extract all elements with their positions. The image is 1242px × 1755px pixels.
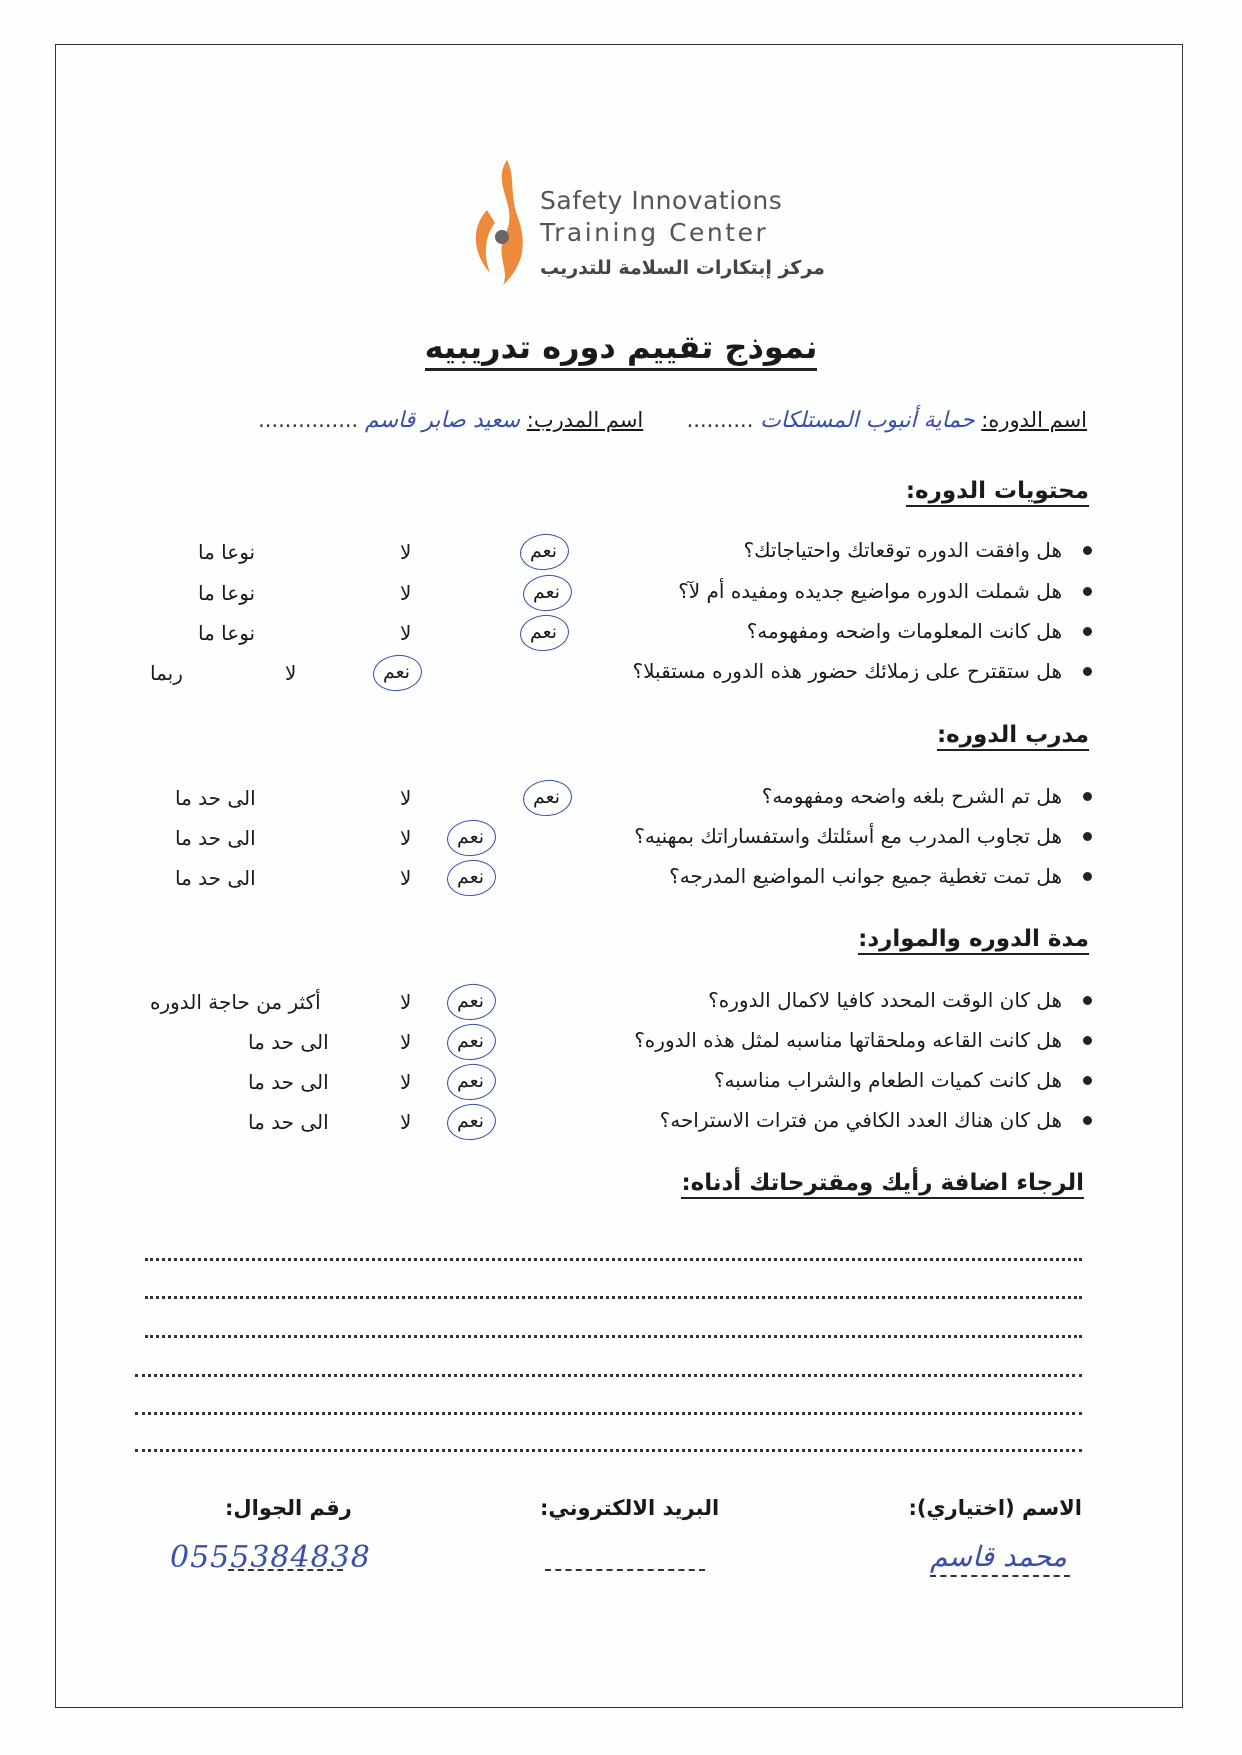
question-text: هل كان هناك العدد الكافي من فترات الاستراحه؟ xyxy=(659,1108,1062,1132)
comment-line[interactable] xyxy=(145,1294,1082,1299)
page-title-text: نموذج تقييم دوره تدريبيه xyxy=(425,328,818,371)
bullet-icon xyxy=(1083,667,1092,676)
question-text: هل كانت كميات الطعام والشراب مناسبه؟ xyxy=(713,1068,1062,1092)
question-row xyxy=(622,864,1092,894)
section-heading-text: مدرب الدوره: xyxy=(937,722,1089,751)
option-yes-selected[interactable]: نعم xyxy=(457,1070,485,1092)
question-row xyxy=(692,538,1092,568)
section-heading-duration xyxy=(858,926,1089,952)
question-row xyxy=(672,988,1092,1018)
section-heading-text: مدة الدوره والموارد: xyxy=(858,926,1089,955)
trainer-dots: ............... xyxy=(258,408,359,432)
option-no[interactable]: لا xyxy=(400,990,412,1014)
course-name-label: اسم الدوره: xyxy=(981,408,1087,432)
question-text: هل كان الوقت المحدد كافيا لاكمال الدوره؟ xyxy=(708,988,1062,1012)
option-yes-selected[interactable]: نعم xyxy=(457,826,485,848)
option-no[interactable]: لا xyxy=(400,540,412,564)
option-yes-selected[interactable]: نعم xyxy=(457,990,485,1012)
logo-text-ar: مركز إبتكارات السلامة للتدريب xyxy=(540,257,825,279)
question-text: هل شملت الدوره مواضيع جديده ومفيده أم لآ؟ xyxy=(678,579,1062,603)
question-row xyxy=(612,1028,1092,1058)
question-text: هل تمت تغطية جميع جوانب المواضيع المدرجه؟ xyxy=(669,864,1062,888)
bullet-icon xyxy=(1083,996,1092,1005)
course-name-field[interactable]: حماية أنبوب المستلكات xyxy=(760,408,975,433)
option-no[interactable]: لا xyxy=(400,621,412,645)
option-yes-selected[interactable]: نعم xyxy=(457,866,485,888)
section-heading-text: محتويات الدوره: xyxy=(906,478,1089,507)
email-label: البريد الالكتروني: xyxy=(540,1496,720,1520)
phone-field[interactable]: 0555384838 xyxy=(170,1540,371,1575)
option-other[interactable]: نوعا ما xyxy=(198,540,256,564)
question-row xyxy=(532,659,1092,689)
option-other[interactable]: نوعا ما xyxy=(198,621,256,645)
phone-label: رقم الجوال: xyxy=(225,1496,352,1520)
page-title xyxy=(0,328,1242,366)
section-heading-content xyxy=(906,478,1089,504)
option-no[interactable]: لا xyxy=(400,1070,412,1094)
comment-line[interactable] xyxy=(145,1256,1082,1261)
comment-line[interactable] xyxy=(145,1333,1082,1338)
logo-line1: Safety Innovations xyxy=(540,186,783,215)
option-yes-selected[interactable]: نعم xyxy=(457,1110,485,1132)
trainer-name-label: اسم المدرب: xyxy=(526,408,644,432)
question-text: هل ستقترح على زملائك حضور هذه الدوره مستقبلا؟ xyxy=(632,659,1062,683)
bullet-icon xyxy=(1083,627,1092,636)
option-other[interactable]: الى حد ما xyxy=(175,866,256,890)
bullet-icon xyxy=(1083,792,1092,801)
option-no[interactable]: لا xyxy=(400,826,412,850)
comments-heading-text: الرجاء اضافة رأيك ومقترحاتك أدناه: xyxy=(681,1170,1084,1199)
question-row xyxy=(692,619,1092,649)
name-label: الاسم (اختياري): xyxy=(908,1496,1082,1520)
option-yes-selected[interactable]: نعم xyxy=(383,661,411,683)
bullet-icon xyxy=(1083,1076,1092,1085)
course-dots: .......... xyxy=(686,408,754,432)
name-field[interactable]: محمد قاسم xyxy=(930,1540,1067,1573)
option-other[interactable]: الى حد ما xyxy=(248,1030,329,1054)
bullet-icon xyxy=(1083,1036,1092,1045)
flame-logo-icon xyxy=(465,155,535,290)
option-other[interactable]: الى حد ما xyxy=(248,1070,329,1094)
comments-heading xyxy=(681,1170,1084,1196)
question-text: هل وافقت الدوره توقعاتك واحتياجاتك؟ xyxy=(743,538,1062,562)
option-no[interactable]: لا xyxy=(285,661,297,685)
option-no[interactable]: لا xyxy=(400,581,412,605)
info-row xyxy=(180,408,1087,448)
phone-underline xyxy=(228,1568,343,1571)
option-yes-selected[interactable]: نعم xyxy=(530,621,558,643)
option-no[interactable]: لا xyxy=(400,1110,412,1134)
option-no[interactable]: لا xyxy=(400,1030,412,1054)
option-other[interactable]: نوعا ما xyxy=(198,581,256,605)
option-yes-selected[interactable]: نعم xyxy=(530,540,558,562)
option-other[interactable]: أكثر من حاجة الدوره xyxy=(150,990,321,1014)
trainer-name-field[interactable]: سعيد صابر قاسم xyxy=(364,408,521,433)
question-row xyxy=(612,824,1092,854)
question-row xyxy=(692,784,1092,814)
comment-line[interactable] xyxy=(135,1410,1082,1415)
comment-line[interactable] xyxy=(135,1447,1082,1452)
question-text: هل تم الشرح بلغه واضحه ومفهومه؟ xyxy=(761,784,1062,808)
option-other[interactable]: الى حد ما xyxy=(248,1110,329,1134)
bullet-icon xyxy=(1083,546,1092,555)
logo-text-en xyxy=(540,185,782,249)
option-other[interactable]: الى حد ما xyxy=(175,786,256,810)
bullet-icon xyxy=(1083,587,1092,596)
logo xyxy=(465,155,825,295)
comment-line[interactable] xyxy=(135,1372,1082,1377)
option-yes-selected[interactable]: نعم xyxy=(457,1030,485,1052)
bullet-icon xyxy=(1083,832,1092,841)
option-yes-selected[interactable]: نعم xyxy=(533,581,561,603)
bullet-icon xyxy=(1083,1116,1092,1125)
option-no[interactable]: لا xyxy=(400,786,412,810)
question-row xyxy=(622,1108,1092,1138)
logo-line2: Training Center xyxy=(540,218,769,247)
question-text: هل كانت القاعه وملحقاتها مناسبه لمثل هذه الدوره؟ xyxy=(634,1028,1062,1052)
bullet-icon xyxy=(1083,872,1092,881)
option-other[interactable]: ربما xyxy=(150,661,183,685)
question-text: هل كانت المعلومات واضحه ومفهومه؟ xyxy=(746,619,1062,643)
section-heading-trainer xyxy=(937,722,1089,748)
question-row xyxy=(632,579,1092,609)
option-no[interactable]: لا xyxy=(400,866,412,890)
name-underline xyxy=(930,1574,1070,1577)
email-underline xyxy=(545,1568,705,1571)
option-yes-selected[interactable]: نعم xyxy=(533,786,561,808)
option-other[interactable]: الى حد ما xyxy=(175,826,256,850)
question-row xyxy=(672,1068,1092,1098)
question-text: هل تجاوب المدرب مع أسئلتك واستفساراتك بمهنيه؟ xyxy=(634,824,1062,848)
